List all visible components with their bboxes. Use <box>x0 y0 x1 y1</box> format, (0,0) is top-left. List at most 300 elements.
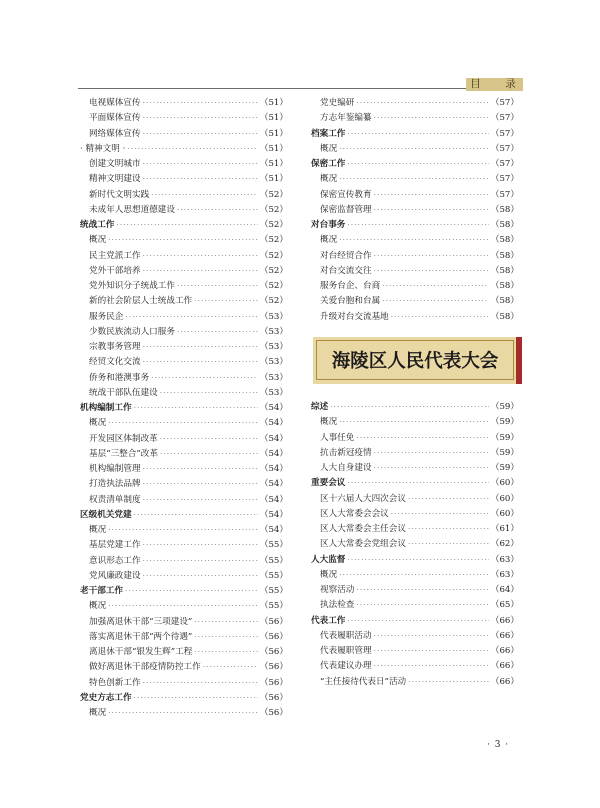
toc-entry-page: （51） <box>259 98 288 108</box>
dot-leader <box>408 492 489 507</box>
toc-entry-title: 代表履职管理 <box>320 646 372 656</box>
toc-entry-title: 视察活动 <box>320 585 355 595</box>
toc-entry-page: （59） <box>490 402 519 412</box>
toc-entry[interactable] <box>80 691 288 706</box>
dot-leader <box>203 660 258 675</box>
toc-entry-title: 人大监督 <box>311 554 346 565</box>
toc-entry-title: 概况 <box>320 569 338 580</box>
toc-entry-title: 档案工作 <box>311 128 346 139</box>
toc-entry[interactable] <box>80 111 288 126</box>
toc-entry[interactable] <box>311 415 519 430</box>
toc-entry-title: 党外干部培养 <box>89 265 141 276</box>
toc-entry[interactable] <box>80 142 288 157</box>
dot-leader <box>356 583 488 598</box>
toc-entry-title: 精神文明建设 <box>89 174 141 185</box>
dot-leader <box>374 446 489 461</box>
toc-entry[interactable] <box>311 203 519 218</box>
section-banner <box>313 337 522 384</box>
toc-entry-page: （52） <box>259 220 288 230</box>
toc-entry[interactable] <box>80 630 288 645</box>
toc-entry[interactable] <box>311 431 519 446</box>
dot-leader <box>408 522 489 537</box>
toc-entry-title: 区人大常委会主任会议 <box>320 524 406 534</box>
toc-entry-title: 保密工作 <box>311 159 346 169</box>
toc-entry[interactable] <box>311 218 519 233</box>
toc-entry-title: 概况 <box>89 525 107 535</box>
toc-entry-title: 概况 <box>89 601 107 612</box>
toc-entry[interactable] <box>80 371 288 386</box>
toc-entry-page: （55） <box>259 570 288 581</box>
toc-entry-page: （53） <box>259 357 288 368</box>
toc-entry-page: （62） <box>490 539 519 550</box>
toc-entry-page: （61） <box>490 524 519 534</box>
dot-leader <box>108 233 258 248</box>
toc-entry[interactable] <box>80 264 288 279</box>
toc-entry-title: 人事任免 <box>320 432 355 443</box>
toc-entry[interactable] <box>311 461 519 476</box>
page-number: · 3 · <box>487 740 510 750</box>
dot-leader <box>194 645 258 660</box>
dot-leader <box>143 172 258 187</box>
toc-entry-page: （52） <box>259 296 288 307</box>
dot-leader <box>347 553 488 568</box>
toc-entry[interactable] <box>80 127 288 142</box>
toc-entry-title: 代表建议办理 <box>320 661 372 672</box>
dot-leader <box>143 355 258 370</box>
toc-entry[interactable] <box>311 264 519 279</box>
toc-entry[interactable] <box>311 400 519 415</box>
toc-entry[interactable] <box>80 508 288 523</box>
toc-entry[interactable] <box>311 583 519 598</box>
toc-entry-page: （56） <box>259 708 288 718</box>
toc-entry-page: （63） <box>490 569 519 580</box>
dot-leader <box>374 659 489 674</box>
toc-entry-title: 人大自身建设 <box>320 463 372 473</box>
toc-entry-page: （53） <box>259 326 288 337</box>
toc-entry-page: （56） <box>259 662 288 673</box>
toc-entry-title: 保密监督管理 <box>320 204 372 215</box>
toc-entry-page: （56） <box>259 616 288 627</box>
toc-entry-title: · 精神文明 · <box>80 143 126 154</box>
toc-entry[interactable] <box>311 476 519 491</box>
dot-leader <box>151 371 258 386</box>
dot-leader <box>108 523 258 538</box>
toc-entry-title: 保密宣传教育 <box>320 189 372 200</box>
toc-entry[interactable] <box>80 584 288 599</box>
toc-entry[interactable] <box>311 507 519 522</box>
dot-leader <box>177 325 258 340</box>
toc-entry[interactable] <box>80 294 288 309</box>
toc-entry-title: 党史编研 <box>320 98 355 108</box>
toc-entry-page: （60） <box>490 508 519 519</box>
dot-leader <box>143 249 258 264</box>
toc-entry-page: （65） <box>490 600 519 611</box>
toc-entry[interactable] <box>80 615 288 630</box>
dot-leader <box>143 127 258 142</box>
toc-entry-title: 方志年鉴编纂 <box>320 113 372 124</box>
dot-leader <box>374 644 489 659</box>
toc-entry-page: （52） <box>259 204 288 215</box>
dot-leader <box>143 493 258 508</box>
toc-entry-page: （59） <box>490 463 519 473</box>
toc-entry-page: （57） <box>490 98 519 108</box>
toc-entry-page: （58） <box>490 250 519 261</box>
dot-leader <box>125 584 258 599</box>
toc-entry-page: （52） <box>259 250 288 261</box>
toc-entry-title: 离退休干部“银发生辉”工程 <box>89 647 193 657</box>
dot-leader <box>143 157 258 172</box>
toc-entry[interactable] <box>80 355 288 370</box>
toc-entry-page: （54） <box>259 494 288 505</box>
dot-leader <box>108 706 258 721</box>
toc-entry-title: 新的社会阶层人士统战工作 <box>89 296 193 307</box>
toc-entry-page: （56） <box>259 647 288 657</box>
toc-entry-title: 基层党建工作 <box>89 540 141 551</box>
dot-leader <box>374 249 489 264</box>
toc-entry-title: 统战干部队伍建设 <box>89 387 158 398</box>
toc-entry[interactable] <box>80 157 288 172</box>
toc-entry[interactable] <box>80 447 288 462</box>
dot-leader <box>143 111 258 126</box>
toc-entry-title: 概况 <box>89 235 107 246</box>
dot-leader <box>143 554 258 569</box>
toc-entry-page: （57） <box>490 159 519 169</box>
toc-entry-page: （51） <box>259 159 288 169</box>
toc-entry[interactable] <box>311 233 519 248</box>
toc-entry[interactable] <box>311 157 519 172</box>
toc-entry[interactable] <box>80 249 288 264</box>
toc-entry-title: 概况 <box>320 174 338 185</box>
toc-entry-page: （54） <box>259 525 288 535</box>
dot-leader <box>160 386 258 401</box>
toc-entry[interactable] <box>80 96 288 111</box>
banner-accent <box>516 337 522 384</box>
toc-entry-page: （56） <box>259 677 288 688</box>
toc-entry-page: （52） <box>259 281 288 291</box>
toc-entry-title: 区级机关党建 <box>80 509 132 520</box>
toc-entry[interactable] <box>80 706 288 721</box>
toc-entry-title: 网络媒体宣传 <box>89 128 141 139</box>
toc-entry[interactable] <box>80 569 288 584</box>
toc-entry-title: “主任接待代表日”活动 <box>320 676 407 687</box>
toc-entry-page: （59） <box>490 447 519 458</box>
toc-entry-page: （54） <box>259 464 288 474</box>
toc-entry-title: 民主党派工作 <box>89 250 141 261</box>
toc-entry-title: 代表工作 <box>311 615 346 626</box>
toc-entry-title: 关爱台胞和台属 <box>320 296 381 307</box>
toc-entry-title: 对台经贸合作 <box>320 250 372 261</box>
toc-entry-title: 基层“三整合”改革 <box>89 448 158 459</box>
toc-entry[interactable] <box>311 553 519 568</box>
toc-entry-title: 经贸文化交流 <box>89 357 141 368</box>
toc-entry-page: （60） <box>490 493 519 504</box>
toc-entry-page: （57） <box>490 113 519 124</box>
toc-entry-title: 概况 <box>320 417 338 428</box>
toc-entry[interactable] <box>311 659 519 674</box>
toc-entry-title: 打造执法品牌 <box>89 479 141 490</box>
dot-leader <box>347 157 488 172</box>
dot-leader <box>391 507 489 522</box>
toc-entry-title: 执法检查 <box>320 600 355 611</box>
toc-entry-title: 少数民族流动人口服务 <box>89 326 175 337</box>
toc-entry[interactable] <box>80 310 288 325</box>
toc-entry-title: 做好离退休干部疫情防控工作 <box>89 662 201 673</box>
toc-entry-page: （54） <box>259 433 288 444</box>
toc-entry-page: （58） <box>490 235 519 246</box>
toc-entry[interactable] <box>80 279 288 294</box>
dot-leader <box>143 538 258 553</box>
toc-entry-title: 意识形态工作 <box>89 555 141 566</box>
dot-leader <box>347 614 488 629</box>
toc-entry-page: （63） <box>490 554 519 565</box>
toc-entry-page: （55） <box>259 586 288 596</box>
toc-entry-page: （64） <box>490 585 519 595</box>
dot-leader <box>339 172 489 187</box>
toc-entry[interactable] <box>311 279 519 294</box>
toc-entry[interactable] <box>311 568 519 583</box>
toc-entry-page: （53） <box>259 342 288 352</box>
toc-entry[interactable] <box>311 111 519 126</box>
toc-entry[interactable] <box>80 493 288 508</box>
toc-entry[interactable] <box>80 554 288 569</box>
toc-entry-title: 新时代文明实践 <box>89 189 150 200</box>
dot-leader <box>391 310 489 325</box>
toc-entry-page: （58） <box>490 265 519 276</box>
toc-entry-page: （53） <box>259 311 288 322</box>
toc-entry[interactable] <box>80 401 288 416</box>
toc-entry[interactable] <box>311 446 519 461</box>
dot-leader <box>374 111 489 126</box>
toc-entry-page: （66） <box>490 646 519 656</box>
dot-leader <box>151 188 258 203</box>
toc-entry[interactable] <box>80 676 288 691</box>
dot-leader <box>374 461 489 476</box>
toc-entry-title: 区人大常委会会议 <box>320 508 389 519</box>
toc-entry[interactable] <box>311 614 519 629</box>
dot-leader <box>143 676 258 691</box>
toc-entry-page: （66） <box>490 615 519 626</box>
toc-entry-title: 党史方志工作 <box>80 692 132 703</box>
dot-leader <box>125 310 257 325</box>
toc-entry-title: 特色创新工作 <box>89 677 141 688</box>
dot-leader <box>374 629 489 644</box>
toc-entry-page: （57） <box>490 189 519 200</box>
toc-entry[interactable] <box>80 523 288 538</box>
dot-leader <box>330 400 489 415</box>
toc-right-column-bottom <box>311 400 519 690</box>
toc-entry-title: 区人大常委会党组会议 <box>320 539 406 550</box>
dot-leader <box>356 598 488 613</box>
dot-leader <box>177 203 258 218</box>
toc-entry-page: （54） <box>259 403 288 413</box>
toc-entry-page: （54） <box>259 418 288 429</box>
toc-entry-title: 宗教事务管理 <box>89 342 141 352</box>
toc-entry-title: 对台交流交往 <box>320 265 372 276</box>
toc-entry-title: 升级对台交流基地 <box>320 311 389 322</box>
toc-entry[interactable] <box>80 233 288 248</box>
toc-entry-page: （58） <box>490 281 519 291</box>
toc-entry[interactable] <box>311 172 519 187</box>
toc-entry[interactable] <box>311 127 519 142</box>
dot-leader <box>356 96 488 111</box>
section-tag: 目 录 <box>466 78 523 91</box>
toc-entry-page: （57） <box>490 128 519 139</box>
toc-entry[interactable] <box>311 629 519 644</box>
dot-leader <box>382 294 489 309</box>
toc-entry-page: （59） <box>490 417 519 428</box>
toc-entry-title: 重要会议 <box>311 478 346 489</box>
dot-leader <box>108 599 258 614</box>
toc-entry[interactable] <box>80 325 288 340</box>
dot-leader <box>347 127 488 142</box>
toc-entry-title: 概况 <box>320 143 338 154</box>
toc-entry-title: 落实离退休干部“两个待遇” <box>89 631 193 642</box>
toc-entry-title: 统战工作 <box>80 220 115 230</box>
toc-entry-title: 区十六届人大四次会议 <box>320 493 406 504</box>
toc-entry-title: 电视媒体宣传 <box>89 98 141 108</box>
dot-leader <box>116 218 257 233</box>
dot-leader <box>356 431 488 446</box>
toc-entry-title: 党外知识分子统战工作 <box>89 281 175 291</box>
toc-entry[interactable] <box>311 188 519 203</box>
dot-leader <box>143 477 258 492</box>
dot-leader <box>160 447 258 462</box>
toc-entry[interactable] <box>80 188 288 203</box>
toc-entry-page: （58） <box>490 296 519 307</box>
toc-entry[interactable] <box>311 142 519 157</box>
toc-entry-title: 机构编制工作 <box>80 403 132 413</box>
toc-entry[interactable] <box>80 599 288 614</box>
toc-entry-page: （57） <box>490 143 519 154</box>
dot-leader <box>127 142 258 157</box>
toc-entry-page: （52） <box>259 189 288 200</box>
dot-leader <box>143 569 258 584</box>
toc-entry-title: 概况 <box>320 235 338 246</box>
toc-entry[interactable] <box>80 660 288 675</box>
dot-leader <box>339 142 489 157</box>
toc-entry-title: 开发园区体制改革 <box>89 433 158 444</box>
dot-leader <box>143 340 258 355</box>
toc-entry-page: （66） <box>490 676 519 687</box>
toc-entry-page: （56） <box>259 692 288 703</box>
dot-leader <box>374 188 489 203</box>
toc-entry[interactable] <box>80 538 288 553</box>
toc-entry-page: （66） <box>490 630 519 641</box>
toc-entry[interactable] <box>80 218 288 233</box>
toc-entry[interactable] <box>311 537 519 552</box>
toc-entry-page: （59） <box>490 432 519 443</box>
toc-entry-page: （56） <box>259 631 288 642</box>
toc-entry[interactable] <box>80 386 288 401</box>
toc-entry-page: （66） <box>490 661 519 672</box>
toc-entry[interactable] <box>311 598 519 613</box>
toc-entry-page: （54） <box>259 448 288 459</box>
toc-entry[interactable] <box>80 645 288 660</box>
toc-entry-title: 侨务和港澳事务 <box>89 372 150 383</box>
toc-entry-page: （53） <box>259 387 288 398</box>
toc-right-column-top <box>311 96 519 325</box>
toc-entry-page: （55） <box>259 601 288 612</box>
toc-entry[interactable] <box>311 644 519 659</box>
toc-entry[interactable] <box>80 432 288 447</box>
toc-entry-title: 对台事务 <box>311 220 346 230</box>
toc-entry-page: （51） <box>259 143 288 154</box>
dot-leader <box>339 568 489 583</box>
toc-entry[interactable] <box>80 416 288 431</box>
dot-leader <box>143 264 258 279</box>
dot-leader <box>339 415 489 430</box>
toc-entry-title: 老干部工作 <box>80 586 123 596</box>
toc-entry[interactable] <box>80 340 288 355</box>
dot-leader <box>408 537 489 552</box>
dot-leader <box>177 279 258 294</box>
toc-entry-page: （57） <box>490 174 519 185</box>
dot-leader <box>134 508 258 523</box>
dot-leader <box>347 218 488 233</box>
toc-entry[interactable] <box>80 462 288 477</box>
toc-entry-page: （51） <box>259 128 288 139</box>
toc-entry-page: （58） <box>490 204 519 215</box>
toc-entry-page: （55） <box>259 540 288 551</box>
toc-entry-title: 概况 <box>89 418 107 429</box>
toc-entry[interactable] <box>311 249 519 264</box>
dot-leader <box>194 294 258 309</box>
dot-leader <box>374 203 489 218</box>
toc-entry[interactable] <box>311 294 519 309</box>
dot-leader <box>194 615 258 630</box>
toc-entry-title: 创建文明城市 <box>89 159 141 169</box>
toc-entry-title: 服务民企 <box>89 311 124 322</box>
banner-title: 海陵区人民代表大会 <box>316 340 514 380</box>
header-rule <box>78 88 523 89</box>
toc-entry-page: （53） <box>259 372 288 383</box>
toc-entry-page: （58） <box>490 220 519 230</box>
toc-entry-page: （54） <box>259 509 288 520</box>
dot-leader <box>194 630 258 645</box>
dot-leader <box>382 279 489 294</box>
toc-entry-title: 平面媒体宣传 <box>89 113 141 124</box>
toc-entry-title: 机构编制管理 <box>89 464 141 474</box>
toc-entry[interactable] <box>311 492 519 507</box>
dot-leader <box>408 675 489 690</box>
toc-entry[interactable] <box>80 172 288 187</box>
toc-entry-page: （54） <box>259 479 288 490</box>
dot-leader <box>143 462 258 477</box>
toc-entry[interactable] <box>311 522 519 537</box>
dot-leader <box>160 432 258 447</box>
toc-entry[interactable] <box>80 477 288 492</box>
toc-entry-title: 未成年人思想道德建设 <box>89 204 175 215</box>
toc-entry-title: 综述 <box>311 402 329 412</box>
toc-entry-title: 代表履职活动 <box>320 630 372 641</box>
dot-leader <box>347 476 488 491</box>
toc-entry[interactable] <box>80 203 288 218</box>
toc-entry[interactable] <box>311 675 519 690</box>
toc-entry[interactable] <box>311 96 519 111</box>
toc-entry-page: （58） <box>490 311 519 322</box>
dot-leader <box>374 264 489 279</box>
toc-entry-page: （52） <box>259 235 288 246</box>
toc-entry-title: 抗击新冠疫情 <box>320 447 372 458</box>
toc-entry-title: 权责清单制度 <box>89 494 141 505</box>
toc-entry-title: 加强离退休干部“三项建设” <box>89 616 193 627</box>
toc-entry-title: 概况 <box>89 708 107 718</box>
dot-leader <box>108 416 258 431</box>
toc-entry[interactable] <box>311 310 519 325</box>
toc-left-column <box>80 96 288 721</box>
toc-entry-page: （55） <box>259 555 288 566</box>
toc-entry-title: 党风廉政建设 <box>89 570 141 581</box>
